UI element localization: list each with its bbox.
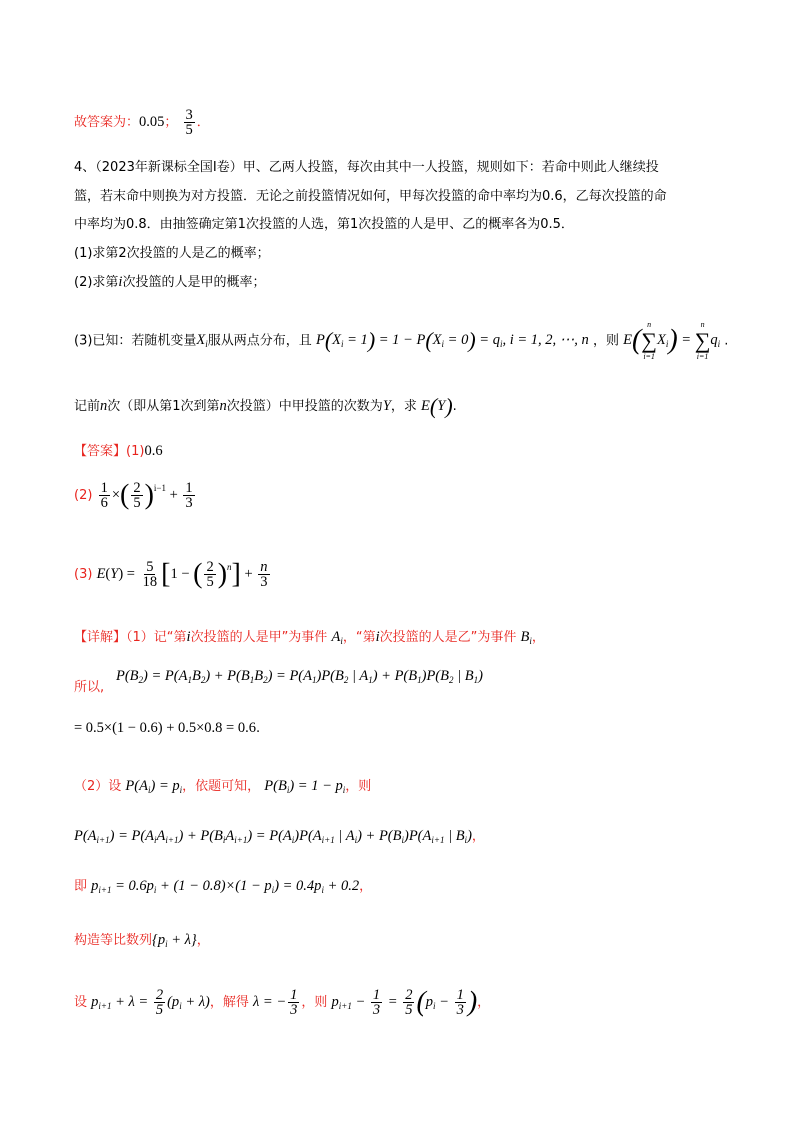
detail-formula-pi: 即 $p_{i+1} = 0.6p_i + (1 - 0.8)\times(1 - p_i) = 0.4p_i + 0.2$， [74, 878, 373, 895]
detail-formula-recursion: $P(A_{i+1}) = P(A_iA_{i+1}) + P(B_iA_{i+1}) = P(A_i)P(A_{i+1}$ | $A_i) + P(B_i)P(A_{i+1}$ | $B_i$)， [74, 828, 485, 845]
subquestion-2: (2)求第i次投篮的人是甲的概率； [74, 274, 266, 290]
answer-line: 故答案为：0.05； $\frac{3}{5}$ ． [74, 107, 210, 138]
detail-construct: 构造等比数列$\{p_i + \lambda\}$， [74, 932, 210, 949]
detail-formula-pb2: $P(B_2) = P(A_1B_2) + P(B_1B_2) = P(A_1)P(B_2$ | $A_1) + P(B_1)P(B_2$ | $B_1$) [116, 668, 483, 685]
question-4-line2: 篮，若末命中则换为对方投篮．无论之前投篮情况如何，甲每次投篮的命中率均为0.6，乙每次投篮的命 [74, 189, 667, 204]
fraction-3-5: $\frac{3}{5}$ [185, 107, 193, 138]
expectation-sum-formula: E( n ∑ i=1 $X_i$) = n ∑ i=1 $q_i$ [623, 320, 721, 361]
two-point-distribution-formula: $P(X_i = 1) = 1 - P(X_i = 0) = q_i$, i = 1, 2, ⋯, n [315, 328, 589, 353]
suoyi-label: 所以, [74, 680, 105, 695]
answer-3-formula: E(Y) = $\frac{5}{18}$ [1 − ( $\frac{2}{5}$ )$^n$] + $\frac{n}{3}$ [96, 558, 268, 591]
detail-1: 【详解】（1）记“第i次投篮的人是甲”为事件 $A_i$，“第i次投篮的人是乙”为事件 $B_i$， [74, 629, 545, 646]
question-4-line1: 4、（2023年新课标全国Ⅰ卷）甲、乙两人投篮，每次由其中一人投篮，规则如下：若命中则此人继续投 [74, 160, 659, 175]
answer-2-formula: $\frac{1}{6}$ ×( $\frac{2}{5}$ )$^{i-1}$ + $\frac{1}{3}$ [100, 479, 193, 512]
subquestion-3: (3)已知：若随机变量$X_i$服从两点分布，且 $P(X_i = 1) = 1 - P(X_i = 0) = q_i$, i = 1, 2, ⋯, n ，则 E( n ∑ i=1 $X_i$) = n ∑ i=1 $q_i$ . [74, 320, 729, 361]
subquestion-3-cont: 记前n次（即从第1次到第n次投篮）中甲投篮的次数为Y，求 E(Y). [74, 393, 457, 419]
detail-lambda: 设 $p_{i+1} + \lambda$ = $\frac{2}{5}$ $(p_i + \lambda)$，解得 λ = − $\frac{1}{3}$ ，则 $p_{i+1}$ − $\frac{1}{3}$ = $\frac{2}{5}$ ($p_i$ − $\frac{1}{3}$ )， [74, 986, 491, 1018]
answer-1: 【答案】(1)0.6 [74, 443, 163, 459]
subquestion-1: (1)求第2次投篮的人是乙的概率； [74, 246, 270, 261]
question-4-line3: 中率均为0.8．由抽签确定第1次投篮的人选，第1次投篮的人是甲、乙的概率各为0.5． [74, 217, 574, 232]
detail-calc-1: = 0.5×(1 − 0.6) + 0.5×0.8 = 0.6. [74, 720, 261, 736]
detail-2: （2）设 $P(A_i) = p_i$，依题可知， $P(B_i) = 1 - p_i$，则 [74, 778, 372, 795]
answer-2: (2) $\frac{1}{6}$ ×( $\frac{2}{5}$ )$^{i-1}$ + $\frac{1}{3}$ [74, 478, 197, 510]
answer-3: (3) E(Y) = $\frac{5}{18}$ [1 − ( $\frac{2}{5}$ )$^n$] + $\frac{n}{3}$ [74, 557, 272, 589]
